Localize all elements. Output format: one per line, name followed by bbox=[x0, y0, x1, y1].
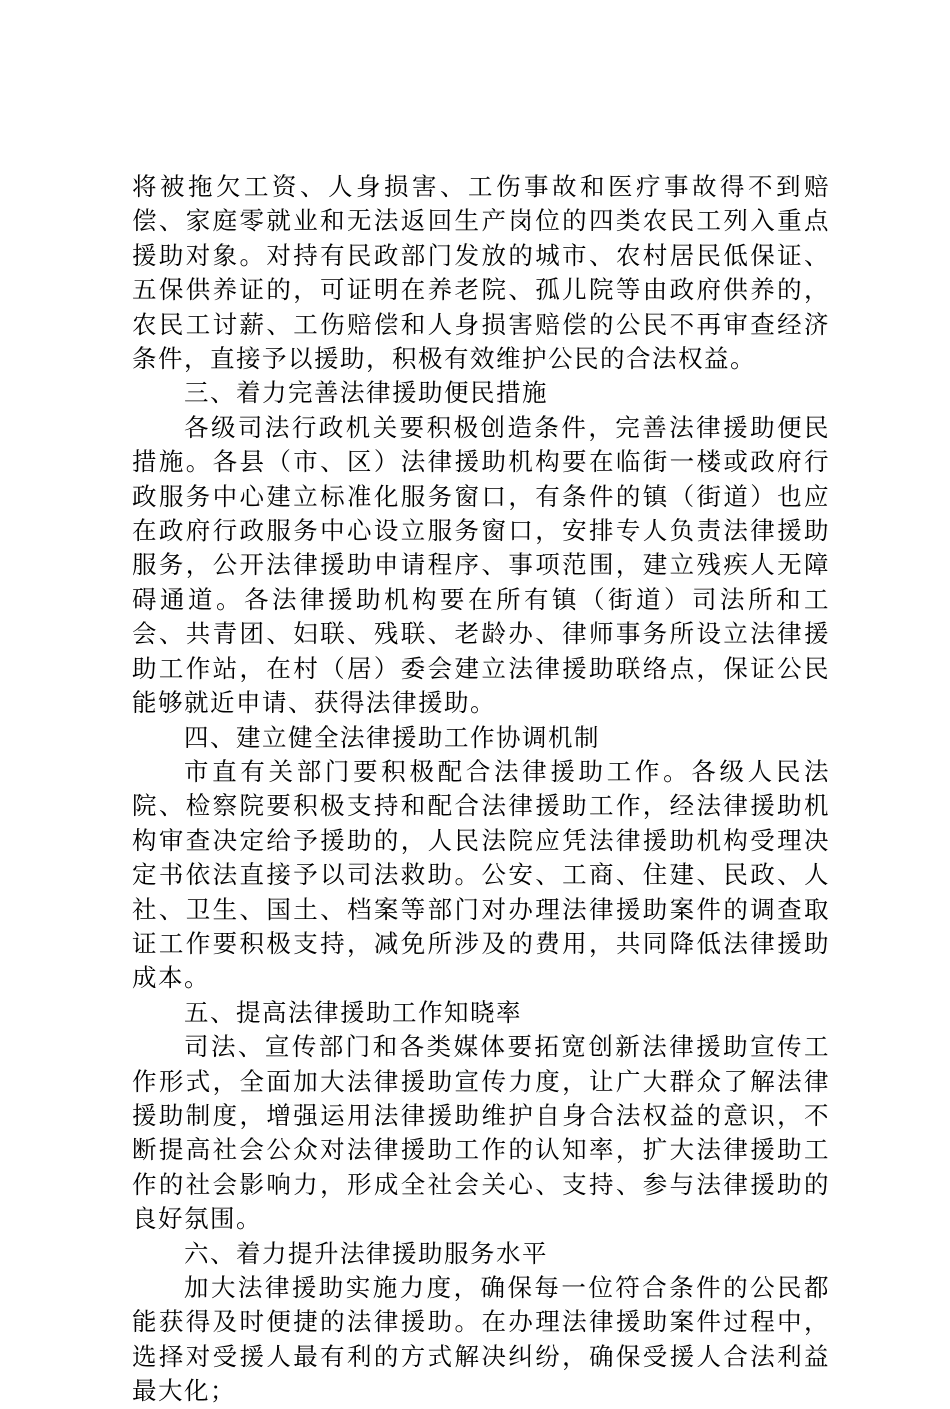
section-heading-4: 四、建立健全法律援助工作协调机制 bbox=[184, 722, 600, 752]
paragraph-continued: 将被拖欠工资、人身损害、工伤事故和医疗事故得不到赔偿、家庭零就业和无法返回生产岗位的四类农民工列入重点援助对象。对持有民政部门发放的城市、农村居民低保证、五保供养证的，可证明在养老院、孤儿院等由政府供养的，农民工讨薪、工伤赔偿和人身损害赔偿的公民不再审查经济条件，直接予以援助，积极有效维护公民的合法权益。 bbox=[132, 172, 830, 374]
section-heading-3: 三、着力完善法律援助便民措施 bbox=[184, 378, 548, 408]
document-body bbox=[132, 170, 830, 1409]
paragraph-section-3: 各级司法行政机关要积极创造条件，完善法律援助便民措施。各县（市、区）法律援助机构要在临街一楼或政府行政服务中心建立标准化服务窗口，有条件的镇（街道）也应在政府行政服务中心设立服务窗口，安排专人负责法律援助服务，公开法律援助申请程序、事项范围，建立残疾人无障碍通道。各法律援助机构要在所有镇（街道）司法所和工会、共青团、妇联、残联、老龄办、律师事务所设立法律援助工作站，在村（居）委会建立法律援助联络点，保证公民能够就近申请、获得法律援助。 bbox=[132, 412, 830, 718]
paragraph-section-6: 加大法律援助实施力度，确保每一位符合条件的公民都能获得及时便捷的法律援助。在办理法律援助案件过程中，选择对受援人最有利的方式解决纠纷，确保受援人合法利益最大化； bbox=[132, 1273, 830, 1406]
section-heading-6: 六、着力提升法律援助服务水平 bbox=[184, 1238, 548, 1268]
section-heading-5: 五、提高法律援助工作知晓率 bbox=[184, 997, 522, 1027]
paragraph-section-5: 司法、宣传部门和各类媒体要拓宽创新法律援助宣传工作形式，全面加大法律援助宣传力度，让广大群众了解法律援助制度，增强运用法律援助维护自身合法权益的意识，不断提高社会公众对法律援助工作的认知率，扩大法律援助工作的社会影响力，形成全社会关心、支持、参与法律援助的良好氛围。 bbox=[132, 1032, 830, 1234]
paragraph-section-4: 市直有关部门要积极配合法律援助工作。各级人民法院、检察院要积极支持和配合法律援助工作，经法律援助机构审查决定给予援助的，人民法院应凭法律援助机构受理决定书依法直接予以司法救助。公安、工商、住建、民政、人社、卫生、国土、档案等部门对办理法律援助案件的调查取证工作要积极支持，减免所涉及的费用，共同降低法律援助成本。 bbox=[132, 756, 830, 993]
